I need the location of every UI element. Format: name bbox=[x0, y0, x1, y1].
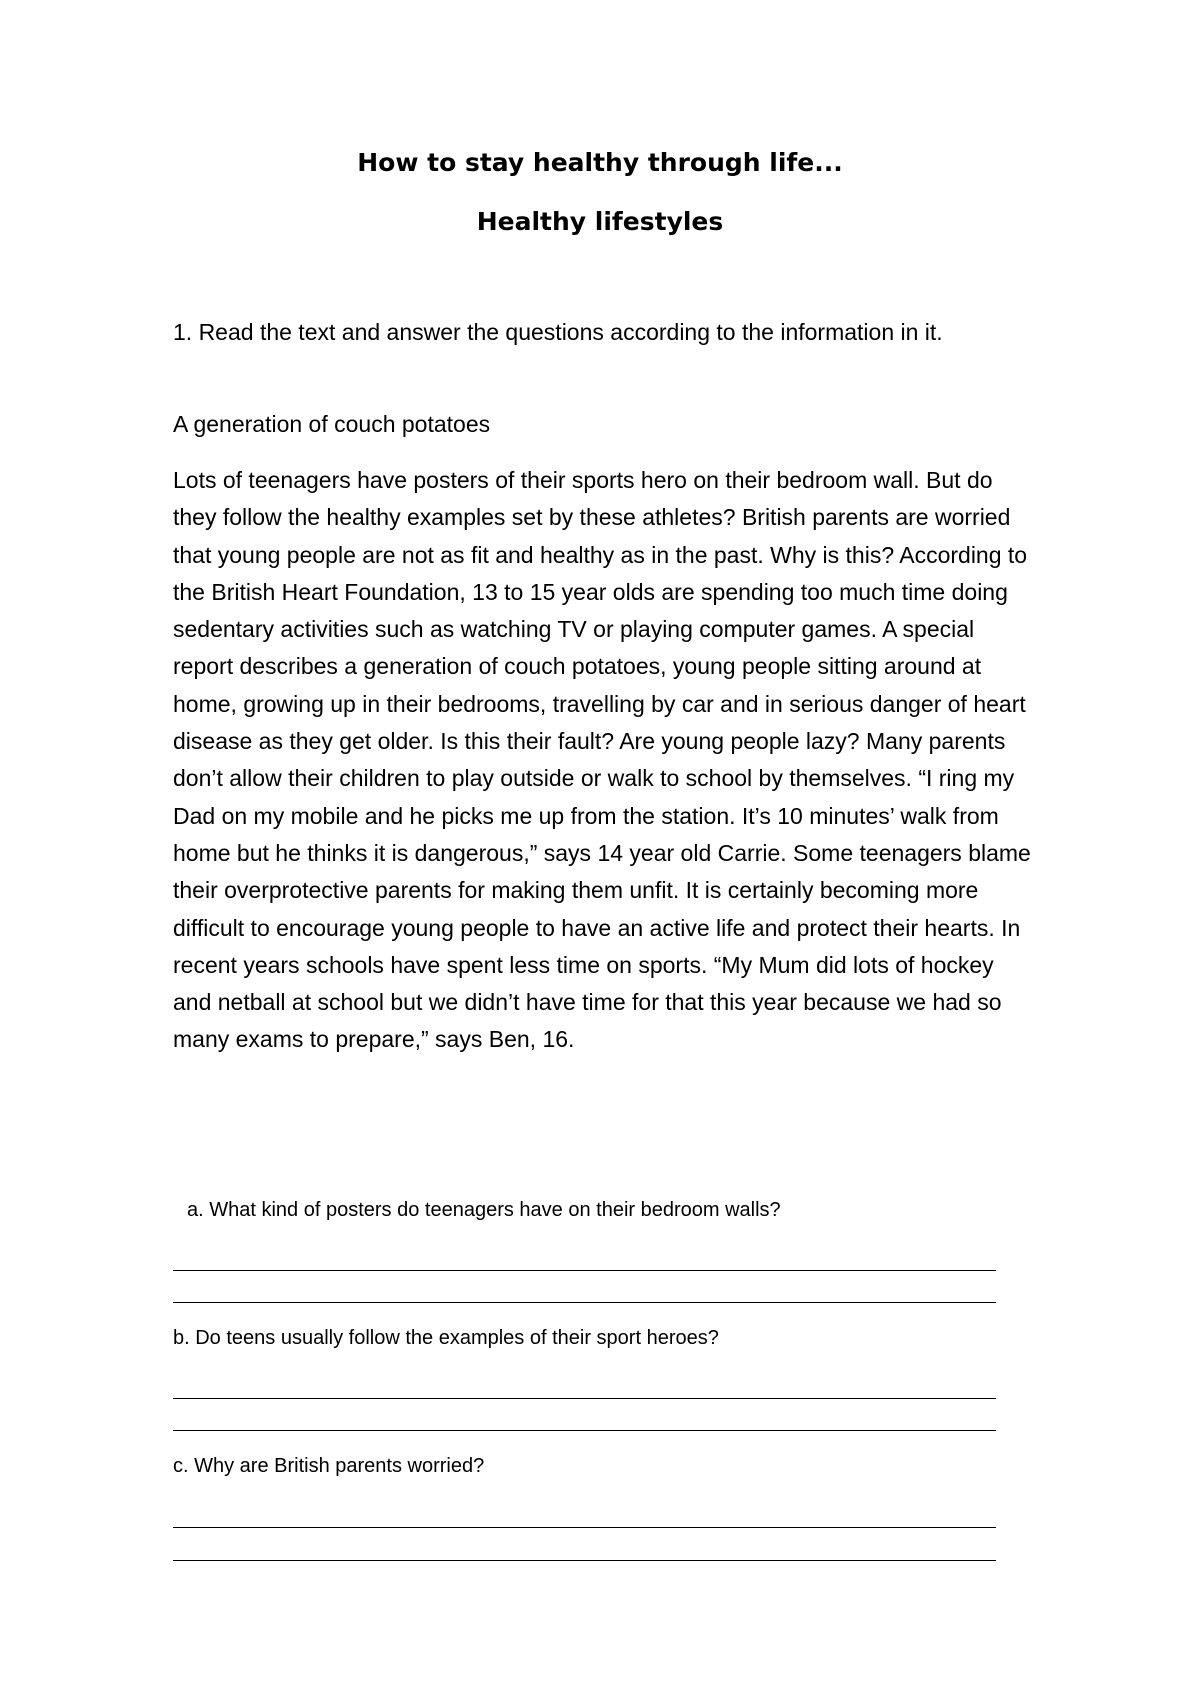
page-title: How to stay healthy through life... bbox=[357, 148, 843, 177]
reading-passage: Lots of teenagers have posters of their sports hero on their bedroom wall. But do they follow the healthy examples set by these athletes? British parents are worried that young people are not as fit and healthy as in the past. Why is this? According to the British Heart Foundation, 13 to 15 year olds are spending too much time doing sedentary activities such as watching TV or playing computer games. A special report describes a generation of couch potatoes, young people sitting around at home, growing up in their bedrooms, travelling by car and in serious danger of heart disease as they get older. Is this their fault? Are young people lazy? Many parents don’t allow their children to play outside or walk to school by themselves. “I ring my Dad on my mobile and he picks me up from the station. It’s 10 minutes’ walk from home but he thinks it is dangerous,” says 14 year old Carrie. Some teenagers blame their overprotective parents for making them unfit. It is certainly becoming more difficult to encourage young people to have an active life and protect their hearts. In recent years schools have spent less time on sports. “My Mum did lots of hockey and netball at school but we didn’t have time for that this year because we had so many exams to prepare,” says Ben, 16. bbox=[173, 467, 1031, 1053]
passage-title: A generation of couch potatoes bbox=[173, 411, 491, 437]
answer-line-b-1[interactable] bbox=[173, 1398, 996, 1399]
question-b: b. Do teens usually follow the examples of their sport heroes? bbox=[173, 1327, 719, 1349]
page-subtitle: Healthy lifestyles bbox=[476, 207, 724, 236]
answer-line-c-1[interactable] bbox=[173, 1527, 996, 1528]
answer-line-c-2[interactable] bbox=[173, 1560, 996, 1561]
answer-line-b-2[interactable] bbox=[173, 1430, 996, 1431]
answer-line-a-2[interactable] bbox=[173, 1302, 996, 1303]
exercise-instruction: 1. Read the text and answer the questions according to the information in it. bbox=[173, 319, 943, 345]
question-a: a. What kind of posters do teenagers have on their bedroom walls? bbox=[187, 1199, 781, 1221]
answer-line-a-1[interactable] bbox=[173, 1270, 996, 1271]
question-c: c. Why are British parents worried? bbox=[173, 1455, 485, 1477]
